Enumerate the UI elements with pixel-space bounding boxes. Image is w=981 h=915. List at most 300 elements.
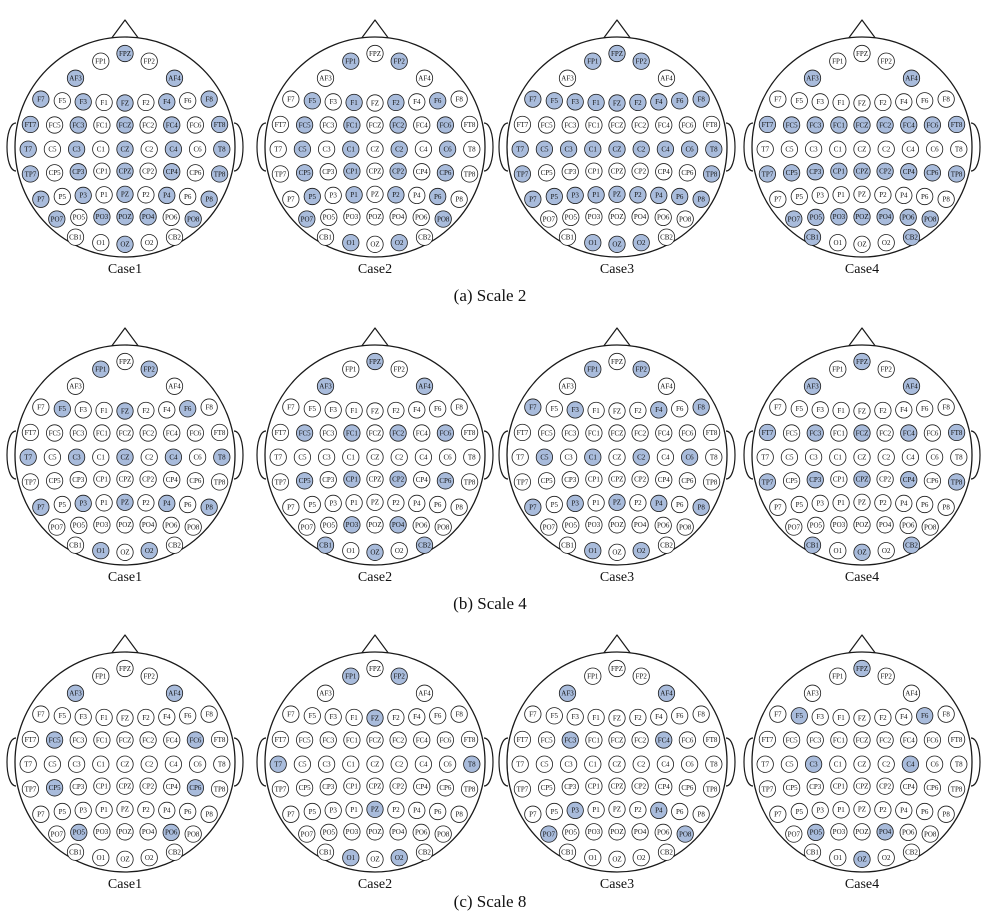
electrode-label: F5 xyxy=(795,712,804,721)
electrode-label: P5 xyxy=(550,807,559,816)
electrode-pz xyxy=(854,494,870,510)
electrode-label: C6 xyxy=(443,145,452,154)
electrode-label: FPZ xyxy=(610,357,624,366)
electrode-label: FP1 xyxy=(832,672,844,681)
electrode-label: P6 xyxy=(920,192,929,201)
electrode-t8 xyxy=(214,141,230,157)
electrode-poz xyxy=(117,824,133,840)
electrode-oz xyxy=(854,851,870,867)
electrode-label: P5 xyxy=(795,192,804,201)
electrode-label: P2 xyxy=(634,191,642,200)
electrode-cp3 xyxy=(70,779,86,795)
electrode-label: T7 xyxy=(274,760,283,769)
electrode-label: C6 xyxy=(193,145,202,154)
electrode-po4 xyxy=(877,209,893,225)
electrode-f1 xyxy=(346,709,362,725)
electrode-fc1 xyxy=(344,425,360,441)
electrode-label: C4 xyxy=(419,760,428,769)
electrode-label: TP8 xyxy=(463,170,476,179)
electrode-cb1 xyxy=(559,844,575,860)
electrode-cp5 xyxy=(538,165,554,181)
electrode-fz xyxy=(854,710,870,726)
electrode-cp6 xyxy=(679,165,695,181)
electrode-o2 xyxy=(391,850,407,866)
electrode-label: FP2 xyxy=(635,57,647,66)
electrode-f2 xyxy=(630,709,646,725)
electrode-c1 xyxy=(93,756,109,772)
electrode-label: FPZ xyxy=(855,49,869,58)
electrode-label: CP5 xyxy=(298,169,311,178)
electrode-label: CP4 xyxy=(415,168,428,177)
electrode-label: O1 xyxy=(588,547,598,555)
electrode-cp6 xyxy=(679,780,695,796)
electrode-label: PO5 xyxy=(564,828,578,837)
electrode-p3 xyxy=(325,802,341,818)
electrode-po7 xyxy=(541,826,557,842)
electrode-p5 xyxy=(54,188,70,204)
electrode-label: CP6 xyxy=(189,169,202,178)
electrode-cb2 xyxy=(416,537,432,553)
electrode-label: PO6 xyxy=(656,828,670,837)
electrode-fp2 xyxy=(633,668,649,684)
electrode-label: TP7 xyxy=(761,478,774,487)
electrode-label: F4 xyxy=(413,406,421,415)
electrode-label: P1 xyxy=(837,191,845,200)
electrode-fz xyxy=(609,710,625,726)
electrode-label: F5 xyxy=(58,712,67,721)
electrode-label: CP1 xyxy=(832,475,845,484)
electrode-p3 xyxy=(75,495,91,511)
electrode-tp8 xyxy=(948,474,964,490)
electrode-label: P5 xyxy=(795,500,804,509)
electrode-label: FT8 xyxy=(213,735,226,744)
electrode-label: C5 xyxy=(785,453,794,462)
electrode-label: CB1 xyxy=(69,848,82,857)
electrode-label: PZ xyxy=(612,498,622,507)
electrode-label: FT8 xyxy=(950,735,963,744)
electrode-label: P7 xyxy=(287,503,295,512)
electrode-ft8 xyxy=(948,731,964,747)
electrode-label: F8 xyxy=(455,710,463,719)
electrode-label: CB1 xyxy=(561,233,574,242)
electrode-po5 xyxy=(563,824,579,840)
electrode-label: FCZ xyxy=(118,736,132,745)
electrode-po8 xyxy=(677,519,693,535)
electrode-fc2 xyxy=(877,117,893,133)
electrode-label: P2 xyxy=(392,499,400,508)
electrode-label: T7 xyxy=(761,453,770,462)
electrode-label: FC1 xyxy=(587,121,600,130)
electrode-cp2 xyxy=(877,778,893,794)
electrode-label: TP7 xyxy=(274,785,287,794)
electrode-f2 xyxy=(875,94,891,110)
electrode-ft8 xyxy=(948,424,964,440)
electrode-label: C6 xyxy=(685,760,694,769)
electrode-c2 xyxy=(633,449,649,465)
electrode-label: P1 xyxy=(592,499,600,508)
head-map xyxy=(744,20,980,257)
electrode-pz xyxy=(854,801,870,817)
electrode-fcz xyxy=(854,732,870,748)
electrode-fc5 xyxy=(46,117,62,133)
electrode-fc1 xyxy=(94,117,110,133)
electrode-f5 xyxy=(791,93,807,109)
electrode-cb2 xyxy=(903,844,919,860)
electrode-label: FC5 xyxy=(298,429,311,438)
electrode-label: PO4 xyxy=(141,521,155,530)
electrode-p8 xyxy=(201,191,217,207)
electrode-c5 xyxy=(781,756,797,772)
electrode-label: FC5 xyxy=(298,736,311,745)
electrode-po4 xyxy=(632,517,648,533)
electrode-label: C4 xyxy=(169,760,178,769)
electrode-fcz xyxy=(117,732,133,748)
electrode-t7 xyxy=(270,449,286,465)
electrode-p2 xyxy=(138,495,154,511)
electrode-label: TP7 xyxy=(24,785,37,794)
electrode-t8 xyxy=(706,141,722,157)
electrode-fc3 xyxy=(562,425,578,441)
electrode-label: FC1 xyxy=(832,736,845,745)
electrode-cz xyxy=(367,449,383,465)
electrode-p7 xyxy=(770,499,786,515)
electrode-label: TP8 xyxy=(705,785,718,794)
electrode-cp5 xyxy=(538,780,554,796)
case-label: Case1 xyxy=(107,570,143,585)
electrode-c1 xyxy=(830,756,846,772)
electrode-p3 xyxy=(567,802,583,818)
electrode-label: PO3 xyxy=(95,521,109,530)
electrode-fc6 xyxy=(437,732,453,748)
electrode-c3 xyxy=(68,141,84,157)
head-map xyxy=(257,635,493,872)
electrode-f5 xyxy=(304,708,320,724)
electrode-label: PO8 xyxy=(923,523,937,532)
electrode-fpz xyxy=(367,660,383,676)
electrode-label: PZ xyxy=(857,498,867,507)
head-map xyxy=(257,328,493,565)
electrode-ft7 xyxy=(22,116,38,132)
scale-label: (a) Scale 2 xyxy=(453,286,527,305)
electrode-po3 xyxy=(94,517,110,533)
electrode-label: F4 xyxy=(163,98,171,107)
electrode-fc3 xyxy=(70,425,86,441)
electrode-cpz xyxy=(609,163,625,179)
electrode-ft7 xyxy=(514,116,530,132)
electrode-label: PO6 xyxy=(901,213,915,222)
electrode-f2 xyxy=(388,94,404,110)
electrode-label: C6 xyxy=(193,453,202,462)
electrode-af4 xyxy=(658,378,674,394)
electrode-label: F3 xyxy=(816,713,824,722)
electrode-label: PO4 xyxy=(633,828,647,837)
electrode-po8 xyxy=(435,826,451,842)
electrode-f6 xyxy=(672,401,688,417)
electrode-p4 xyxy=(896,495,912,511)
electrode-f5 xyxy=(54,708,70,724)
electrode-pz xyxy=(609,801,625,817)
electrode-p6 xyxy=(430,496,446,512)
electrode-po7 xyxy=(786,826,802,842)
electrode-label: F5 xyxy=(308,97,317,106)
electrode-poz xyxy=(367,517,383,533)
electrode-p5 xyxy=(546,803,562,819)
electrode-label: FC6 xyxy=(926,121,939,130)
electrode-label: T8 xyxy=(217,145,226,154)
electrode-label: P2 xyxy=(879,499,887,508)
electrode-ft7 xyxy=(514,424,530,440)
electrode-label: P7 xyxy=(37,195,45,204)
electrode-label: O2 xyxy=(881,854,891,862)
electrode-f1 xyxy=(96,709,112,725)
electrode-fp1 xyxy=(585,361,601,377)
electrode-label: C6 xyxy=(685,145,694,154)
electrode-label: PO4 xyxy=(391,521,405,530)
electrode-label: FC3 xyxy=(809,121,822,130)
electrode-label: P5 xyxy=(308,192,317,201)
electrode-po4 xyxy=(390,824,406,840)
electrode-label: FC4 xyxy=(657,121,670,130)
electrode-label: FC4 xyxy=(902,121,915,130)
electrode-label: T8 xyxy=(467,453,476,462)
electrode-tp8 xyxy=(703,781,719,797)
electrode-c1 xyxy=(343,756,359,772)
electrode-pz xyxy=(367,186,383,202)
electrode-fc2 xyxy=(877,425,893,441)
electrode-fp1 xyxy=(585,668,601,684)
electrode-label: FT7 xyxy=(761,428,774,437)
electrode-c4 xyxy=(657,756,673,772)
electrode-cp1 xyxy=(94,471,110,487)
electrode-label: P5 xyxy=(550,192,559,201)
electrode-label: F2 xyxy=(142,713,150,722)
electrode-label: CP6 xyxy=(439,477,452,486)
electrode-oz xyxy=(367,851,383,867)
electrode-fp1 xyxy=(343,361,359,377)
electrode-label: TP7 xyxy=(761,170,774,179)
electrode-c5 xyxy=(44,756,60,772)
electrode-label: P2 xyxy=(392,191,400,200)
electrode-label: P8 xyxy=(455,810,463,819)
electrode-label: PO4 xyxy=(141,213,155,222)
electrode-label: F3 xyxy=(329,713,337,722)
electrode-p4 xyxy=(896,802,912,818)
electrode-fp2 xyxy=(391,361,407,377)
electrode-label: F5 xyxy=(550,712,559,721)
electrode-c6 xyxy=(439,449,455,465)
electrode-c6 xyxy=(681,756,697,772)
electrode-f4 xyxy=(409,709,425,725)
electrode-label: CP6 xyxy=(681,477,694,486)
case-label: Case3 xyxy=(599,877,635,892)
electrode-label: P3 xyxy=(79,499,87,508)
electrode-label: FC1 xyxy=(95,429,108,438)
electrode-cp4 xyxy=(656,779,672,795)
electrode-label: P4 xyxy=(900,806,908,815)
electrode-pz xyxy=(609,186,625,202)
electrode-label: C2 xyxy=(637,760,646,769)
electrode-label: AF3 xyxy=(319,689,332,698)
electrode-label: AF4 xyxy=(168,74,181,83)
electrode-label: F6 xyxy=(675,97,684,106)
electrode-label: FZ xyxy=(120,407,130,416)
electrode-cp1 xyxy=(831,778,847,794)
electrode-af4 xyxy=(166,685,182,701)
electrode-label: P3 xyxy=(329,806,337,815)
electrode-p2 xyxy=(630,187,646,203)
electrode-p3 xyxy=(75,802,91,818)
electrode-label: C6 xyxy=(193,760,202,769)
electrode-label: F5 xyxy=(795,405,804,414)
head-map xyxy=(257,20,493,257)
nose-outline xyxy=(111,20,139,39)
electrode-label: AF4 xyxy=(418,74,431,83)
electrode-label: FC2 xyxy=(392,429,405,438)
electrode-label: CP6 xyxy=(439,169,452,178)
electrode-c3 xyxy=(805,756,821,772)
electrode-cp5 xyxy=(296,473,312,489)
electrode-fpz xyxy=(609,660,625,676)
electrode-t8 xyxy=(951,449,967,465)
electrode-tp8 xyxy=(948,166,964,182)
electrode-label: POZ xyxy=(118,213,132,222)
electrode-label: F2 xyxy=(634,406,642,415)
electrode-label: P6 xyxy=(920,807,929,816)
electrode-oz xyxy=(854,236,870,252)
electrode-p1 xyxy=(588,802,604,818)
electrode-po5 xyxy=(321,209,337,225)
electrode-label: CP2 xyxy=(879,167,892,176)
electrode-p8 xyxy=(201,499,217,515)
electrode-label: PO8 xyxy=(678,523,692,532)
electrode-label: P3 xyxy=(329,191,337,200)
electrode-fc1 xyxy=(94,732,110,748)
electrode-label: PO6 xyxy=(901,828,915,837)
electrode-label: F1 xyxy=(100,713,108,722)
electrode-label: CP2 xyxy=(142,782,155,791)
electrode-label: P8 xyxy=(205,195,213,204)
electrode-label: FC6 xyxy=(681,736,694,745)
electrode-p2 xyxy=(138,802,154,818)
electrode-label: PZ xyxy=(370,498,380,507)
nose-outline xyxy=(111,635,139,654)
electrode-label: CB2 xyxy=(660,541,673,550)
electrode-fc6 xyxy=(437,117,453,133)
electrode-poz xyxy=(367,824,383,840)
electrode-fz xyxy=(854,403,870,419)
electrode-label: CB1 xyxy=(561,541,574,550)
electrode-label: C3 xyxy=(322,453,331,462)
electrode-label: FCZ xyxy=(855,429,869,438)
nose-outline xyxy=(848,328,876,347)
electrode-t8 xyxy=(464,756,480,772)
electrode-label: FP1 xyxy=(345,365,357,374)
electrode-label: F6 xyxy=(920,405,929,414)
electrode-label: PO6 xyxy=(414,828,428,837)
electrode-label: FC6 xyxy=(926,736,939,745)
electrode-label: PO8 xyxy=(186,830,200,839)
electrode-t8 xyxy=(951,756,967,772)
electrode-label: C1 xyxy=(833,453,842,462)
electrode-cp6 xyxy=(679,473,695,489)
electrode-fc5 xyxy=(296,732,312,748)
electrode-p8 xyxy=(938,499,954,515)
electrode-po8 xyxy=(677,826,693,842)
case-label: Case3 xyxy=(599,262,635,277)
electrode-label: OZ xyxy=(612,240,622,249)
scale-label: (c) Scale 8 xyxy=(453,892,527,911)
electrode-label: TP8 xyxy=(213,478,226,487)
electrode-label: F5 xyxy=(550,97,559,106)
electrode-po5 xyxy=(321,517,337,533)
electrode-c2 xyxy=(878,141,894,157)
electrode-c1 xyxy=(585,756,601,772)
electrode-po3 xyxy=(344,517,360,533)
scale-row-3 xyxy=(7,635,980,911)
electrode-af3 xyxy=(559,685,575,701)
electrode-c2 xyxy=(391,141,407,157)
electrode-cpz xyxy=(117,163,133,179)
electrode-tp7 xyxy=(514,781,530,797)
electrode-label: PO7 xyxy=(300,830,314,839)
electrode-f5 xyxy=(791,708,807,724)
electrode-fc3 xyxy=(320,732,336,748)
electrode-label: F8 xyxy=(942,95,950,104)
electrode-oz xyxy=(367,544,383,560)
electrode-ft8 xyxy=(461,424,477,440)
electrode-label: FP2 xyxy=(393,672,405,681)
electrode-label: AF3 xyxy=(561,382,574,391)
electrode-label: P7 xyxy=(529,195,537,204)
electrode-fc4 xyxy=(414,425,430,441)
electrode-p8 xyxy=(201,806,217,822)
electrode-af3 xyxy=(67,378,83,394)
electrode-oz xyxy=(609,851,625,867)
electrode-label: CP5 xyxy=(48,784,61,793)
electrode-label: CP4 xyxy=(902,476,915,485)
electrode-t7 xyxy=(270,141,286,157)
electrode-label: TP7 xyxy=(516,785,529,794)
electrode-label: CP2 xyxy=(392,475,405,484)
electrode-label: TP7 xyxy=(24,170,37,179)
electrode-fp2 xyxy=(141,668,157,684)
electrode-label: T7 xyxy=(516,145,525,154)
electrode-cp4 xyxy=(164,164,180,180)
electrode-label: F8 xyxy=(205,403,213,412)
electrode-label: TP8 xyxy=(213,785,226,794)
electrode-label: PZ xyxy=(370,190,380,199)
electrode-label: FC5 xyxy=(785,736,798,745)
electrode-label: P3 xyxy=(816,499,824,508)
electrode-f4 xyxy=(651,709,667,725)
electrode-p2 xyxy=(875,802,891,818)
electrode-fc4 xyxy=(164,732,180,748)
electrode-label: FP2 xyxy=(143,672,155,681)
electrode-fc4 xyxy=(656,425,672,441)
electrode-fpz xyxy=(117,45,133,61)
electrode-cp4 xyxy=(164,779,180,795)
electrode-label: PO6 xyxy=(901,521,915,530)
head-map xyxy=(7,635,243,872)
electrode-cz xyxy=(609,756,625,772)
electrode-label: C4 xyxy=(906,453,915,462)
electrode-cpz xyxy=(117,778,133,794)
electrode-cp5 xyxy=(783,780,799,796)
electrode-label: CP6 xyxy=(926,477,939,486)
electrode-fcz xyxy=(609,732,625,748)
electrode-af4 xyxy=(416,70,432,86)
electrode-label: PO6 xyxy=(414,521,428,530)
